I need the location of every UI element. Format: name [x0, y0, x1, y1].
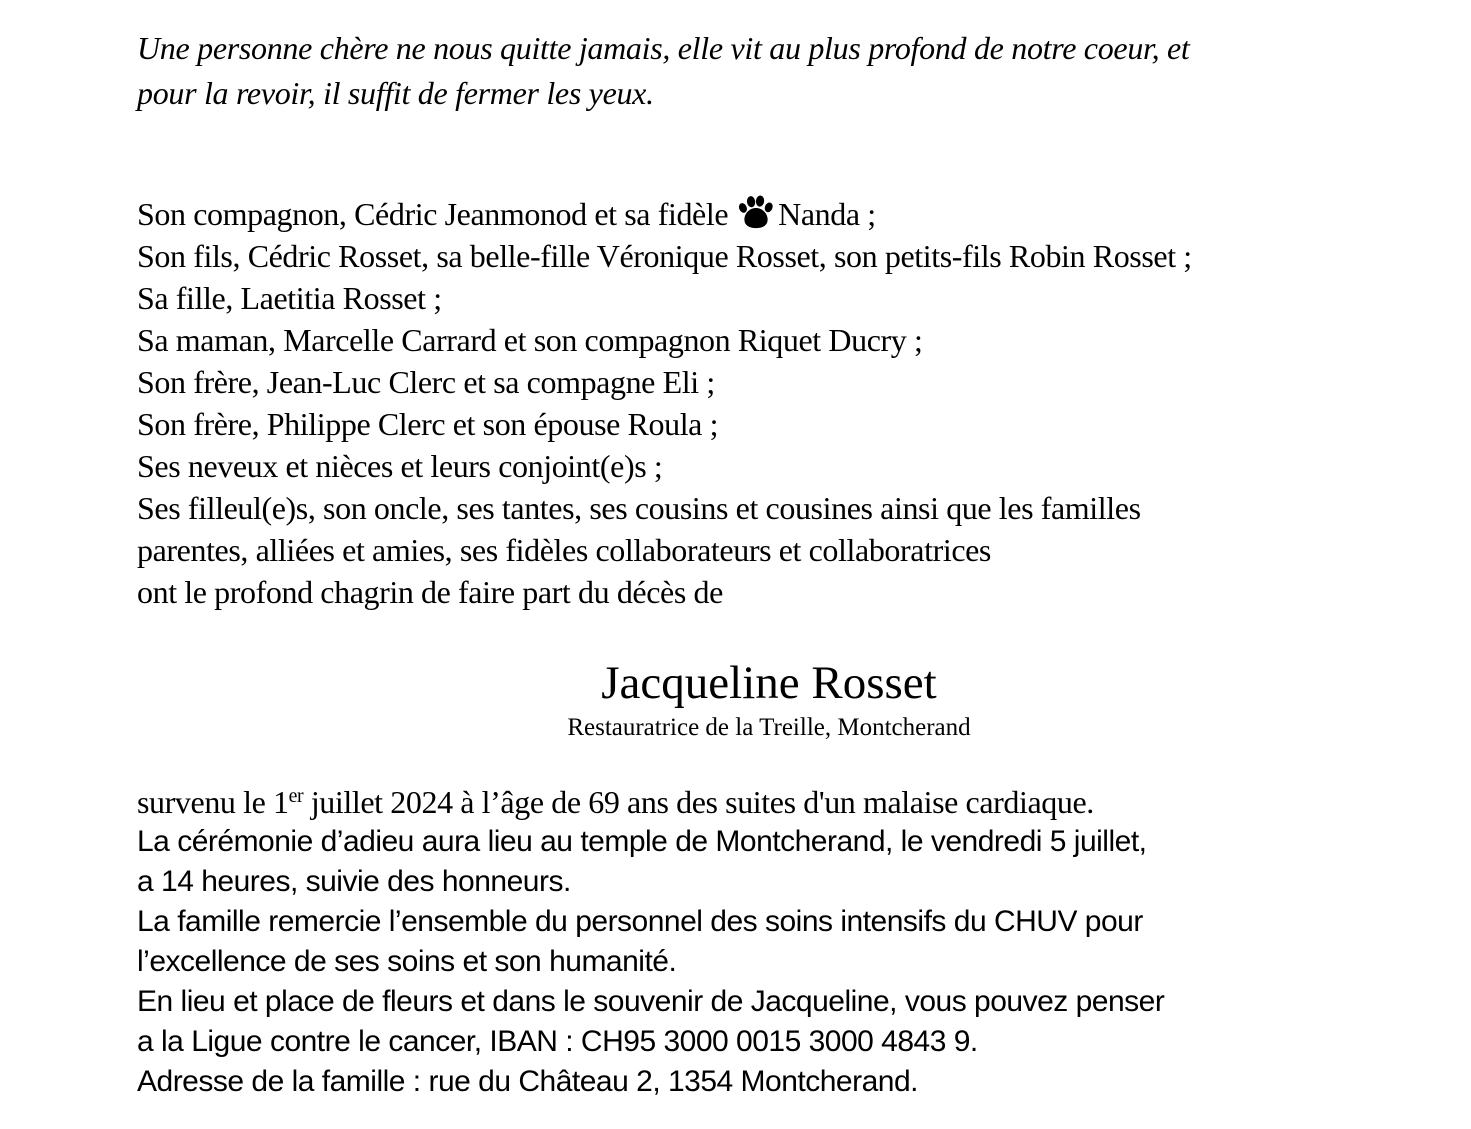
- epigraph: [137, 26, 1190, 116]
- mourner-line: Son frère, Philippe Clerc et son épouse Roula ;: [137, 406, 719, 442]
- mourner-line-text: Son compagnon, Cédric Jeanmonod et sa fidèle: [137, 196, 729, 232]
- death-date-text: survenu le 1: [137, 784, 289, 820]
- donation-iban-line: a la Ligue contre le cancer, IBAN : CH95 3000 0015 3000 4843 9.: [137, 1025, 978, 1058]
- deceased-name: Jacqueline Rosset: [601, 657, 937, 709]
- epigraph-line: Une personne chère ne nous quitte jamais, elle vit au plus profond de notre coeur, et: [137, 30, 1190, 66]
- paw-print-icon: [738, 195, 774, 229]
- death-date-text: juillet 2024 à l’âge de 69 ans des suites d'un malaise cardiaque.: [303, 784, 1094, 820]
- deceased-block: [137, 657, 1401, 741]
- epigraph-line: pour la revoir, il suffit de fermer les yeux.: [137, 75, 654, 111]
- mourner-line-text: Nanda ;: [778, 196, 876, 232]
- deceased-subtitle: Restauratrice de la Treille, Montcherand: [567, 714, 971, 741]
- ordinal-superscript: er: [288, 785, 304, 807]
- donation-line: En lieu et place de fleurs et dans le souvenir de Jacqueline, vous pouvez penser: [137, 985, 1165, 1018]
- thanks-line: La famille remercie l’ensemble du personnel des soins intensifs du CHUV pour: [137, 905, 1143, 938]
- ceremony-line: La cérémonie d’adieu aura lieu au temple de Montcherand, le vendredi 5 juillet,: [137, 825, 1147, 858]
- death-date-line: [137, 782, 1164, 822]
- mourner-line: Ses neveux et nièces et leurs conjoint(e)s ;: [137, 448, 663, 484]
- announcement-intro-line: ont le profond chagrin de faire part du décès de: [137, 574, 723, 610]
- mourner-line: Ses filleul(e)s, son oncle, ses tantes, ses cousins et cousines ainsi que les familles: [137, 490, 1141, 526]
- mourner-line: Son fils, Cédric Rosset, sa belle-fille Véronique Rosset, son petits-fils Robin Rosset ;: [137, 238, 1192, 274]
- mourner-line: Sa maman, Marcelle Carrard et son compagnon Riquet Ducry ;: [137, 322, 923, 358]
- mourner-line-companion: [137, 193, 1192, 235]
- thanks-line: l’excellence de ses soins et son humanité.: [137, 945, 677, 978]
- mourner-line: Sa fille, Laetitia Rosset ;: [137, 280, 442, 316]
- mourner-line: Son frère, Jean-Luc Clerc et sa compagne Eli ;: [137, 364, 715, 400]
- family-address-line: Adresse de la famille : rue du Château 2, 1354 Montcherand.: [137, 1065, 918, 1098]
- ceremony-line: a 14 heures, suivie des honneurs.: [137, 865, 571, 898]
- announcement-details: [137, 782, 1164, 1102]
- mourners-list: [137, 193, 1192, 613]
- mourner-line: parentes, alliées et amies, ses fidèles collaborateurs et collaboratrices: [137, 532, 991, 568]
